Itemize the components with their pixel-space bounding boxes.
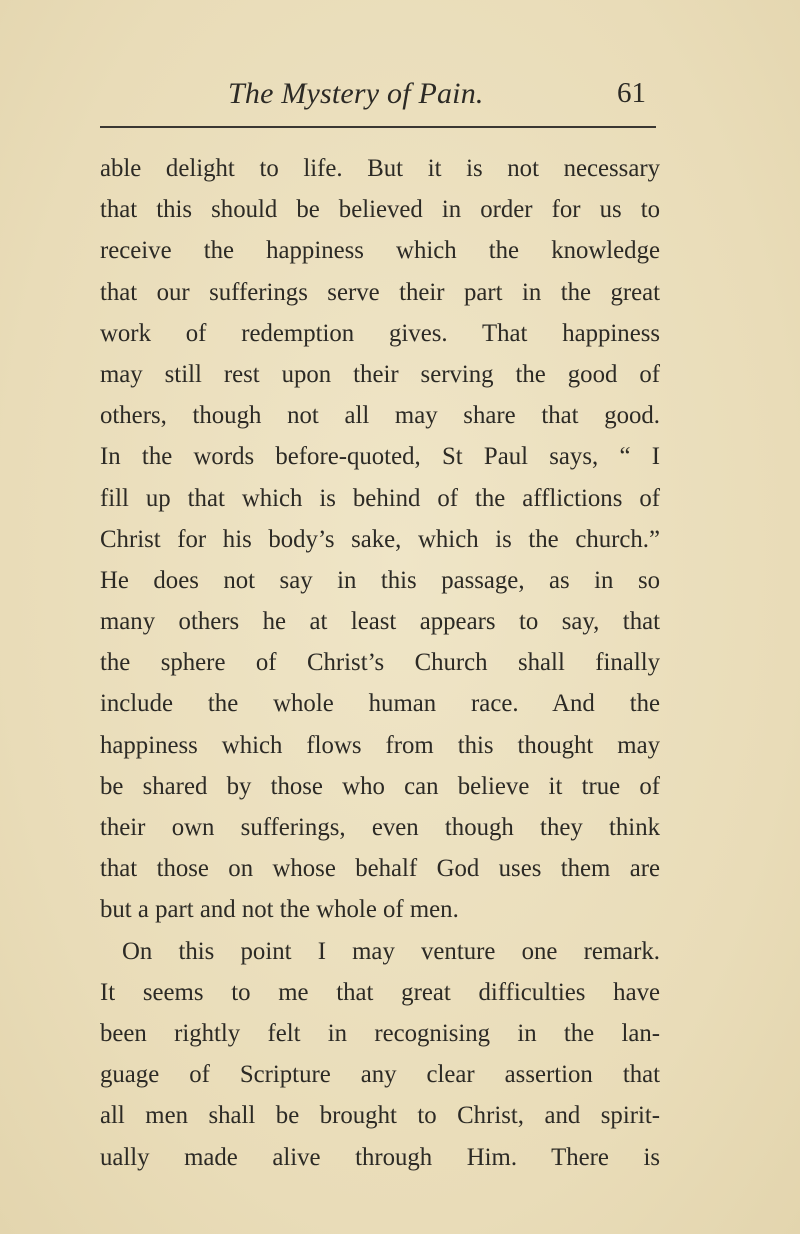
text-line: many others he at least appears to say, that <box>100 608 660 636</box>
body-text <box>100 148 660 1178</box>
running-title: The Mystery of Pain. <box>228 77 484 110</box>
text-line: Christ for his body’s sake, which is the church.” <box>100 525 660 553</box>
text-line: that those on whose behalf God uses them are <box>100 855 660 883</box>
text-line: fill up that which is behind of the afflictions of <box>100 484 660 512</box>
text-line: but a part and not the whole of men. <box>100 896 459 924</box>
text-line: In the words before-quoted, St Paul says, “ I <box>100 443 660 471</box>
running-head <box>100 70 656 130</box>
text-line: He does not say in this passage, as in so <box>100 566 660 594</box>
text-line: be shared by those who can believe it true of <box>100 772 660 800</box>
text-line: all men shall be brought to Christ, and spirit- <box>100 1102 660 1130</box>
header-rule <box>100 126 656 128</box>
text-line: guage of Scripture any clear assertion that <box>100 1061 660 1089</box>
text-line: their own sufferings, even though they think <box>100 814 660 841</box>
text-line: receive the happiness which the knowledge <box>100 237 660 265</box>
text-line: happiness which flows from this thought may <box>100 731 660 759</box>
text-line: been rightly felt in recognising in the lan- <box>100 1019 660 1047</box>
text-line: It seems to me that great difficulties have <box>100 978 660 1006</box>
text-line: that our sufferings serve their part in the great <box>100 278 660 306</box>
text-line: the sphere of Christ’s Church shall finally <box>100 649 660 677</box>
text-line: others, though not all may share that good. <box>100 402 660 430</box>
text-line: able delight to life. But it is not necessary <box>100 155 660 182</box>
text-line: may still rest upon their serving the good of <box>100 360 660 388</box>
text-line: ually made alive through Him. There is <box>100 1143 660 1171</box>
text-line: work of redemption gives. That happiness <box>100 319 660 347</box>
page-number: 61 <box>617 77 646 109</box>
paragraph-start-line: On this point I may venture one remark. <box>122 937 660 965</box>
text-line: include the whole human race. And the <box>100 690 660 718</box>
text-line: that this should be believed in order for us to <box>100 196 660 224</box>
